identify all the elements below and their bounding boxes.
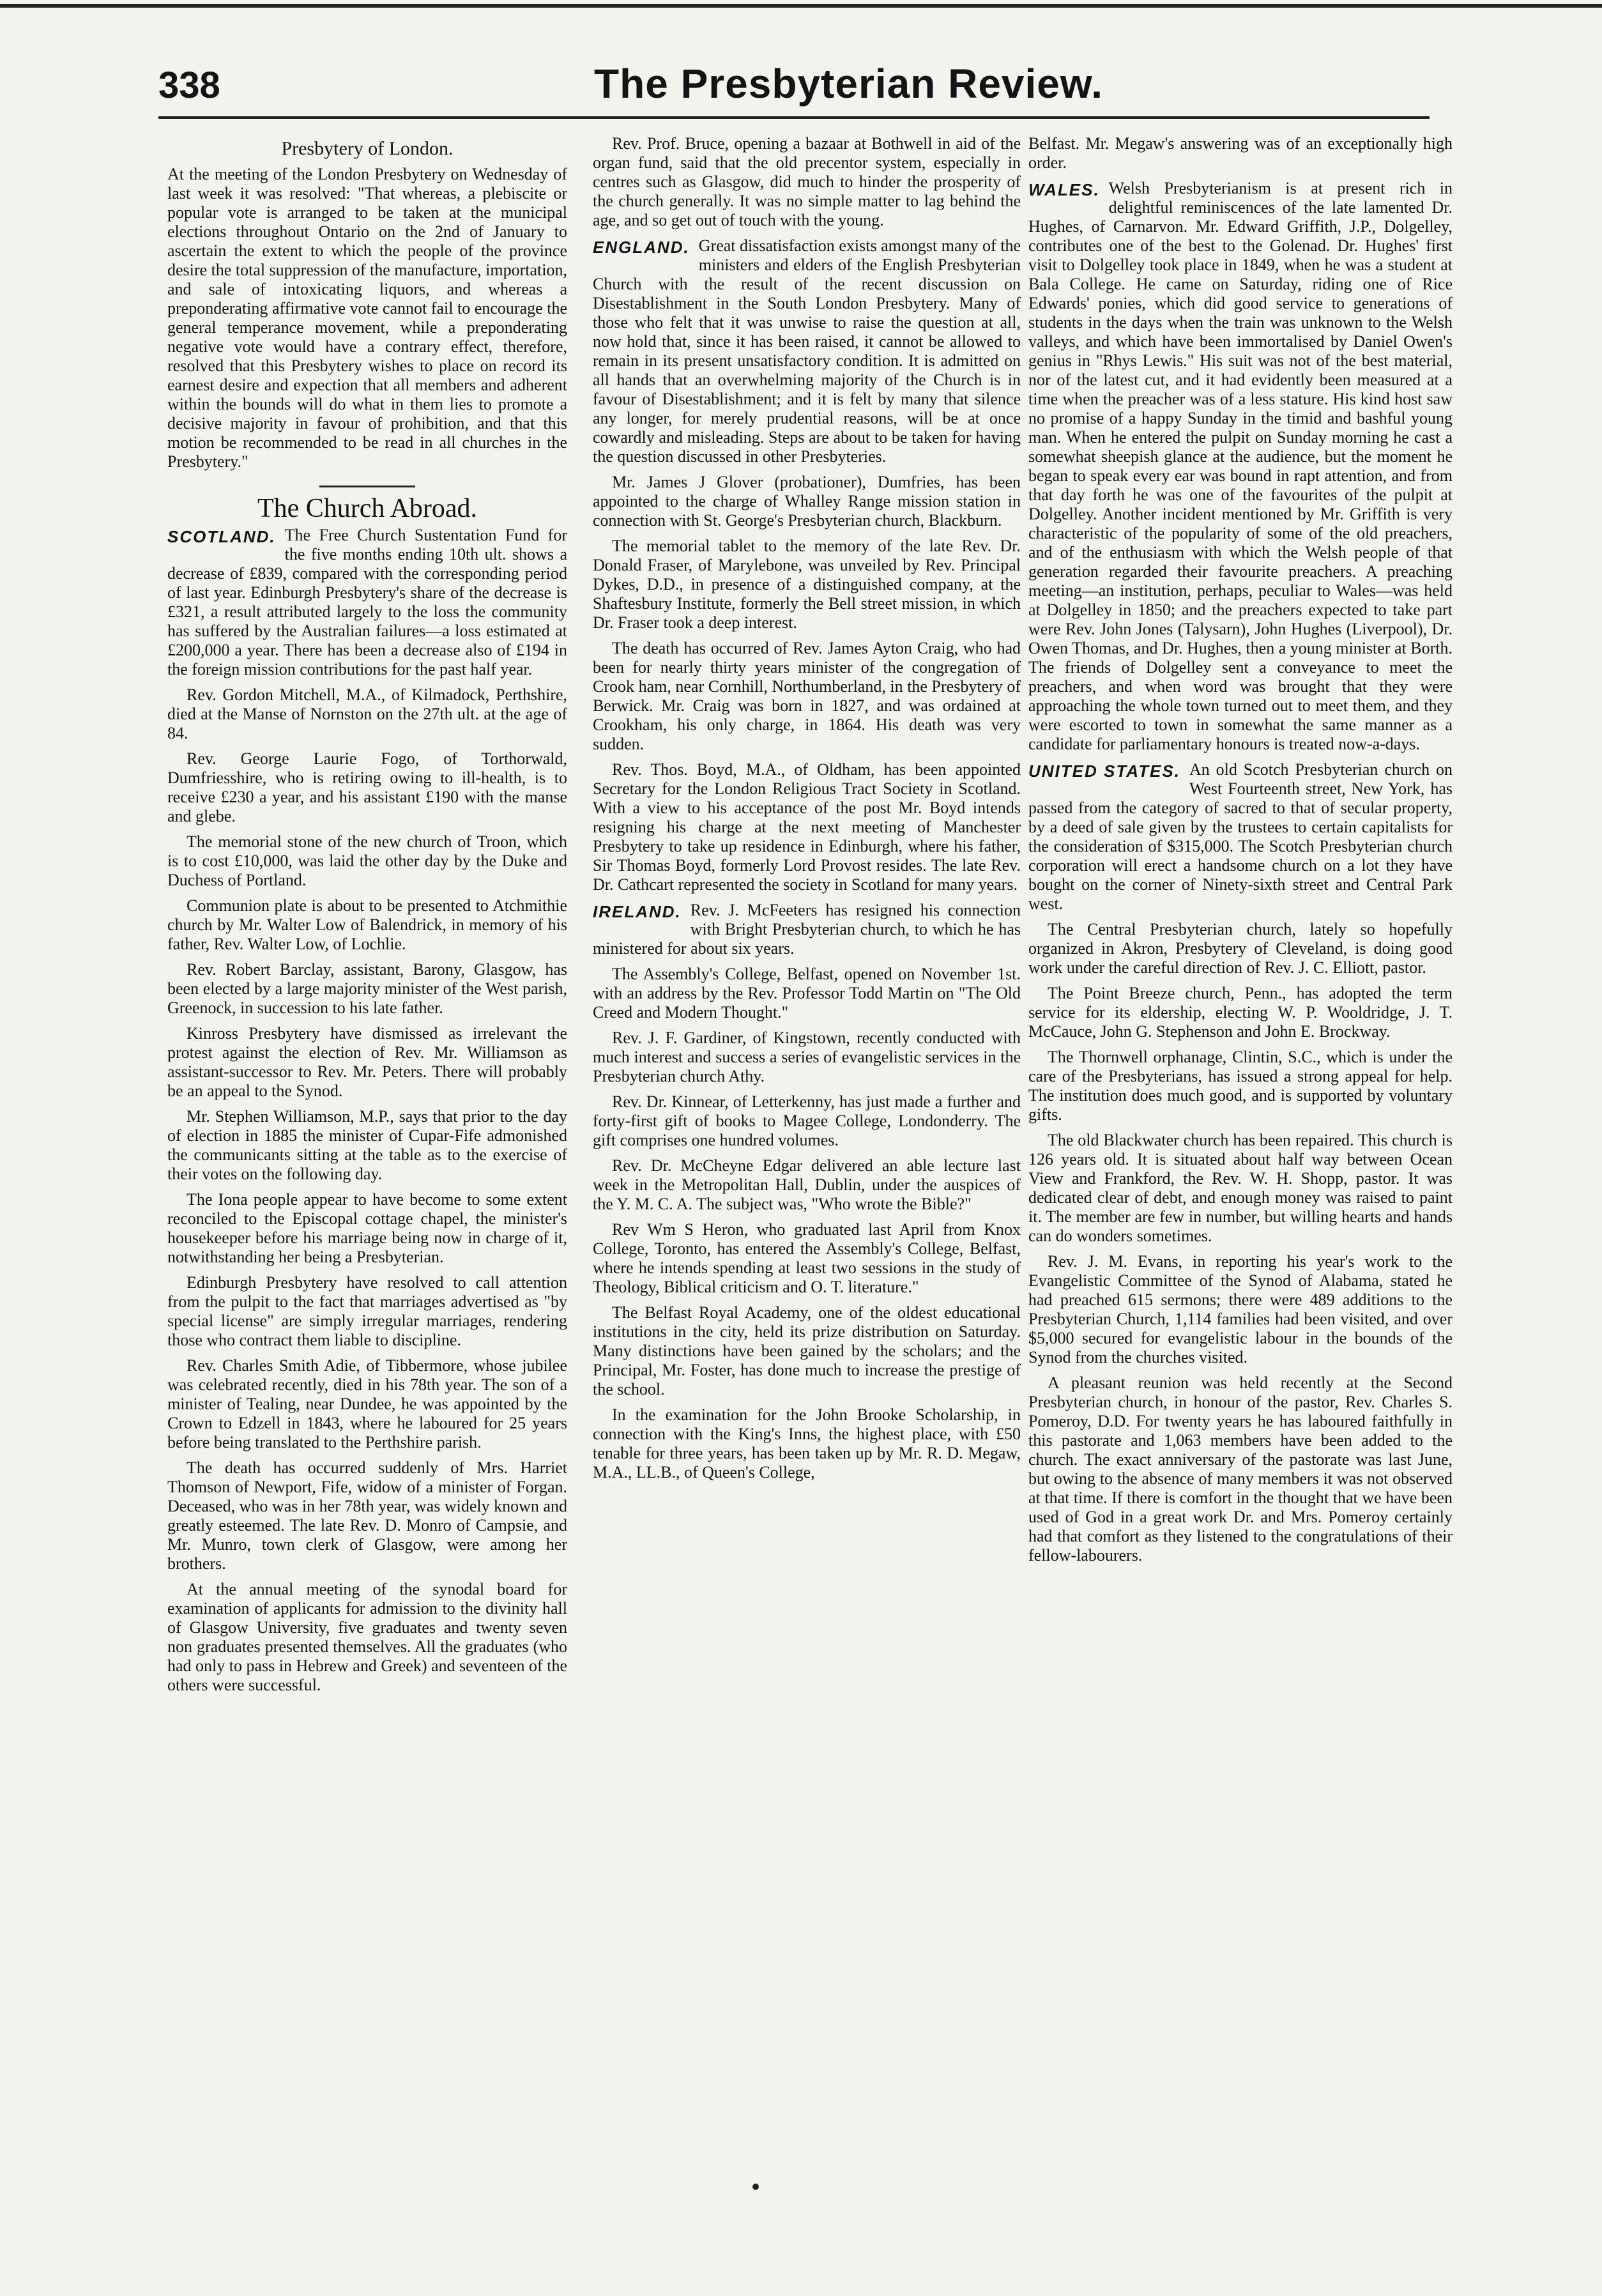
paragraph: The Central Presbyterian church, lately so hopefully organized in Akron, Presbytery of Cleveland, is doing good work under the careful direction of Rev. J. C. Elliott, pastor. (1028, 920, 1453, 977)
region-label-united-states: UNITED STATES. (1028, 762, 1180, 781)
paragraph: At the meeting of the London Presbytery on Wednesday of last week it was resolved: "That whereas, a plebiscite or popular vote is arranged to be taken at the municipal elections throughout Ontario on the 2nd of January to ascertain the extent to which the people of the province desire the total suppression of the manufacture, importation, and sale of intoxicating liquors, and whereas a preponderating affirmative vote cannot fail to encourage the general temperance movement, while a preponderating negative vote would have a contrary effect, therefore, resolved that this Presbytery wishes to place on record its earnest desire and expection that all members and adherent within the bounds will do what in them lies to promote a decisive majority in favour of prohibition, and that this motion be recommended to be read in all churches in the Presbytery." (167, 165, 567, 471)
paragraph: Rev. Dr. McCheyne Edgar delivered an able lecture last week in the Metropolitan Hall, Dublin, under the auspices of the Y. M. C. A. The subject was, "Who wrote the Bible?" (593, 1156, 1021, 1213)
footer-ornament-dot (752, 2184, 759, 2190)
paragraph: The Belfast Royal Academy, one of the oldest educational institutions in the city, held its prize distribution on Saturday. Many distinctions have been gained by the scholars; and the Principal, Mr. Foster, has done much to increase the prestige of the school. (593, 1303, 1021, 1398)
paragraph: The Thornwell orphanage, Clintin, S.C., which is under the care of the Presbyterians, has issued a strong appeal for help. The institution does much good, and is supported by voluntary gifts. (1028, 1048, 1453, 1124)
paragraph: A pleasant reunion was held recently at the Second Presbyterian church, in honour of the pastor, Rev. Charles S. Pomeroy, D.D. For twenty years he has laboured faithfully in this pastorate and 1,063 members have been added to the church. The exact anniversary of the pastorate was last June, but owing to the absence of many members it was not observed at that time. If there is comfort in the thought that we have been used of God in a great work Dr. and Mrs. Pomeroy certainly had that comfort as they listened to the congratulations of their fellow-labourers. (1028, 1374, 1453, 1565)
column-3 (1028, 134, 1453, 1572)
region-label-ireland: IRELAND. (593, 902, 682, 921)
paragraph: Great dissatisfaction exists amongst many of the ministers and elders of the English Presbyterian Church with the result of the recent discussion on Disestablishment in the South London Presbytery. Many of those who felt that it was unwise to raise the question at all, now hold that, since it has been raised, it cannot be allowed to remain in its present unsatisfactory condition. It is admitted on all hands that an overwhelming majority of the Church is in favour of Disestablishment; and it is felt by many that silence any longer, for merely prudential reasons, will be at once cowardly and misleading. Steps are about to be taken for having the question discussed in other Presbyteries. (593, 236, 1021, 466)
paragraph: Rev. J. McFeeters has resigned his connection with Bright Presbyterian church, to which he has ministered for about six years. (593, 901, 1021, 958)
column-2 (593, 134, 1021, 1489)
paragraph: The Assembly's College, Belfast, opened on November 1st. with an address by the Rev. Professor Todd Martin on "The Old Creed and Modern Thought." (593, 965, 1021, 1022)
paragraph: The memorial stone of the new church of Troon, which is to cost £10,000, was laid the other day by the Duke and Duchess of Portland. (167, 832, 567, 889)
paragraph: Rev. Prof. Bruce, opening a bazaar at Bothwell in aid of the organ fund, said that the old precentor system, especially in centres such as Glasgow, did much to hinder the prosperity of the church generally. It was no simple matter to lag behind the age, and so get out of touch with the young. (593, 134, 1021, 229)
paragraph: An old Scotch Presbyterian church on West Fourteenth street, New York, has passed from the category of sacred to that of secular property, by a deed of sale given by the trustees to certain capitalists for the consideration of $315,000. The Scotch Presbyterian church corporation will erect a handsome church on a lot they have bought on the corner of Ninety-sixth street and Central Park west. (1028, 760, 1453, 913)
paragraph: The death has occurred of Rev. James Ayton Craig, who had been for nearly thirty years minister of the congregation of Crook ham, near Cornhill, Northumberland, in the Presbytery of Berwick. Mr. Craig was born in 1827, and was ordained at Crookham, his only charge, in 1864. His death was very sudden. (593, 639, 1021, 753)
paragraph: Welsh Presbyterianism is at present rich in delightful reminiscences of the late lamented Dr. Hughes, of Carnarvon. Mr. Edward Griffith, J.P., Dolgelley, contributes one of the best to the Golenad. Dr. Hughes' first visit to Dolgelley took place in 1849, when he was a student at Bala College. He came on Saturday, riding one of Rice Edwards' ponies, which did good service to generations of students in the days when the train was unknown to the Welsh valleys, and which have been immortalised by Daniel Owen's genius in "Rhys Lewis." His suit was not of the best material, nor of the latest cut, and it had evidently been measured at a time when the preacher was of a less stature. His kind host saw no promise of a happy Sunday in the timid and bashful young man. When he entered the pulpit on Sunday morning he cast a somewhat sheepish glance at the audience, but the moment he began to speak every ear was bound in rapt attention, and from that day forth he was one of the favourites of the pulpit at Dolgelley. Another incident mentioned by Mr. Griffith is very characteristic of the popularity of some of the old preachers, and of the enthusiasm with which the Welsh people of that generation regarded their favourite preachers. A preaching meeting—an institution, perhaps, peculiar to Wales—was held at Dolgelley in 1850; and the preachers expected to take part were Rev. John Jones (Talysarn), John Hughes (Liverpool), Dr. Owen Thomas, and Dr. Hughes, then a young minister at Borth. The friends of Dolgelley sent a conveyance to meet the preachers, and when word was brought that they were approaching the whole town turned out to meet them, and they were escorted to town in somewhat the same manner as a candidate for parliamentary honours is treated now-a-days. (1028, 179, 1453, 753)
paragraph: Communion plate is about to be presented to Atchmithie church by Mr. Walter Low of Balendrick, in memory of his father, Rev. Walter Low, of Lochlie. (167, 896, 567, 953)
section-title-london: Presbytery of London. (281, 138, 454, 159)
paragraph: Belfast. Mr. Megaw's answering was of an exceptionally high order. (1028, 134, 1453, 172)
paragraph: Rev. Robert Barclay, assistant, Barony, Glasgow, has been elected by a large majority minister of the West parish, Greenock, in succession to his late father. (167, 960, 567, 1017)
paragraph: Rev. Gordon Mitchell, M.A., of Kilmadock, Perthshire, died at the Manse of Nornston on the 27th ult. at the age of 84. (167, 685, 567, 742)
paragraph: The death has occurred suddenly of Mrs. Harriet Thomson of Newport, Fife, widow of a minister of Forgan. Deceased, who was in her 78th year, was widely known and greatly esteemed. The late Rev. D. Monro of Campsie, and Mr. Munro, town clerk of Glasgow, were among her brothers. (167, 1458, 567, 1573)
paragraph: The memorial tablet to the memory of the late Rev. Dr. Donald Fraser, of Marylebone, was unveiled by Rev. Principal Dykes, D.D., in presence of a distinguished company, at the Shaftesbury Institute, formerly the Bell street mission, in which Dr. Fraser took a deep interest. (593, 537, 1021, 632)
column-1 (167, 134, 567, 1701)
paragraph: Rev. Dr. Kinnear, of Letterkenny, has just made a further and forty-first gift of books to Magee College, Londonderry. The gift comprises one hundred volumes. (593, 1092, 1021, 1149)
paragraph: Mr. James J Glover (probationer), Dumfries, has been appointed to the charge of Whalley Range mission station in connection with St. George's Presbyterian church, Blackburn. (593, 473, 1021, 530)
region-label-scotland: SCOTLAND. (167, 527, 276, 546)
running-title: The Presbyterian Review. (594, 61, 1104, 107)
section-divider (319, 486, 415, 487)
paragraph: Rev. Charles Smith Adie, of Tibbermore, whose jubilee was celebrated recently, died in his 78th year. The son of a minister of Tealing, near Dundee, he was appointed by the Crown to Edzell in 1843, where he laboured for 25 years before being translated to the Perthshire parish. (167, 1356, 567, 1451)
header-rule (158, 116, 1430, 119)
paragraph: Rev Wm S Heron, who graduated last April from Knox College, Toronto, has entered the Assembly's College, Belfast, where he intends spending at least two sessions in the study of Theology, Biblical criticism and O. T. literature." (593, 1220, 1021, 1296)
paragraph: The old Blackwater church has been repaired. This church is 126 years old. It is situated about half way between Ocean View and Frankford, the Rev. W. H. Shopp, pastor. It was dedicated clear of debt, and enough money was raised to paint it. The member are few in number, but willing hearts and hands can do wonders sometimes. (1028, 1131, 1453, 1245)
region-label-england: ENGLAND. (593, 238, 690, 257)
paragraph: Rev. J. M. Evans, in reporting his year's work to the Evangelistic Committee of the Synod of Alabama, stated he had preached 615 sermons; there were 489 additions to the Presbyterian Church, 1,114 families had been visited, and over $5,000 secured for evangelistic labour in the bounds of the Synod from the churches visited. (1028, 1252, 1453, 1366)
page-number: 338 (158, 65, 220, 106)
paragraph: In the examination for the John Brooke Scholarship, in connection with the King's Inns, the highest place, with £50 tenable for three years, has been taken up by Mr. R. D. Megaw, M.A., LL.B., of Queen's College, (593, 1405, 1021, 1481)
paragraph: The Point Breeze church, Penn., has adopted the term service for its eldership, electing W. P. Wooldridge, J. T. McCauce, John G. Stephenson and John E. Brockway. (1028, 984, 1453, 1041)
paragraph: The Free Church Sustentation Fund for the five months ending 10th ult. shows a decrease of £839, compared with the corresponding period of last year. Edinburgh Presbytery's share of the decrease is £321, a result attributed largely to the loss the community has suffered by the Australian failures—a loss estimated at £200,000 a year. There has been a decrease also of £194 in the foreign mission contributions for the past half year. (167, 526, 567, 678)
paragraph: Rev. Thos. Boyd, M.A., of Oldham, has been appointed Secretary for the London Religious Tract Society in Scotland. With a view to his acceptance of the post Mr. Boyd intends resigning his charge at the next meeting of Manchester Presbytery to take up residence in Edinburgh, where his father, Sir Thomas Boyd, formerly Lord Provost resides. The late Rev. Dr. Cathcart represented the society in Scotland for many years. (593, 760, 1021, 894)
paragraph: Rev. George Laurie Fogo, of Torthorwald, Dumfriesshire, who is retiring owing to ill-health, is to receive £230 a year, and his assistant £190 with the manse and glebe. (167, 749, 567, 825)
section-title-church-abroad: The Church Abroad. (257, 494, 478, 523)
region-label-wales: WALES. (1028, 180, 1100, 199)
paragraph: At the annual meeting of the synodal board for examination of applicants for admission to the divinity hall of Glasgow University, five graduates and twenty seven non graduates presented themselves. All the graduates (who had only to pass in Hebrew and Greek) and seventeen of the others were successful. (167, 1580, 567, 1694)
paragraph: Mr. Stephen Williamson, M.P., says that prior to the day of election in 1885 the minister of Cupar-Fife admonished the communicants sitting at the table as to the exercise of their votes on the following day. (167, 1107, 567, 1183)
top-border-rule (0, 4, 1602, 8)
paragraph: Edinburgh Presbytery have resolved to call attention from the pulpit to the fact that marriages advertised as "by special license" are simply irregular marriages, rendering those who contract them liable to discipline. (167, 1273, 567, 1349)
paragraph: Rev. J. F. Gardiner, of Kingstown, recently conducted with much interest and success a series of evangelistic services in the Presbyterian church Athy. (593, 1029, 1021, 1085)
paragraph: Kinross Presbytery have dismissed as irrelevant the protest against the election of Rev. Mr. Williamson as assistant-successor to Rev. Mr. Peters. There will probably be an appeal to the Synod. (167, 1024, 567, 1100)
paragraph: The Iona people appear to have become to some extent reconciled to the Episcopal cottage chapel, the minister's housekeeper before his marriage being now in charge of it, notwithstanding her being a Presbyterian. (167, 1190, 567, 1266)
